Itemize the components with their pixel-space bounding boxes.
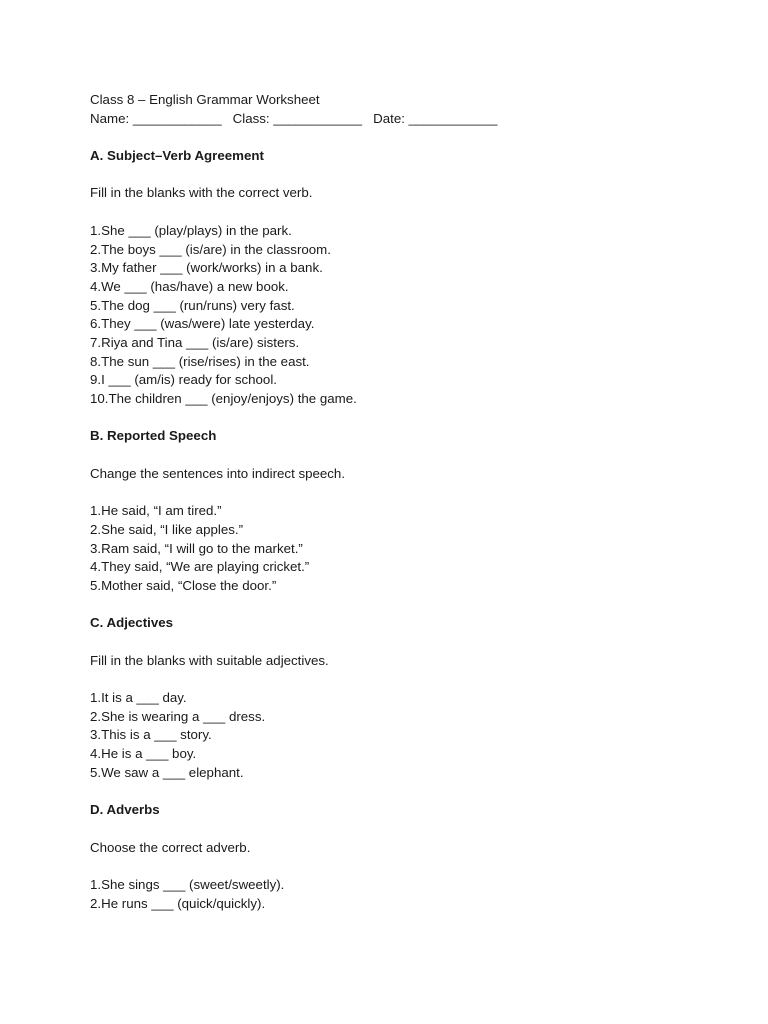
- question-list: [90, 502, 730, 595]
- question-item: 1.She sings ___ (sweet/sweetly).: [90, 876, 285, 892]
- section-adjectives: [90, 614, 730, 801]
- question-list: [90, 222, 730, 409]
- section-instruction: Change the sentences into indirect speech.: [90, 465, 346, 481]
- question-item: 10.The children ___ (enjoy/enjoys) the game.: [90, 391, 357, 406]
- question-item: 9.I ___ (am/is) ready for school.: [90, 372, 277, 388]
- section-subject-verb-agreement: [90, 147, 730, 427]
- question-item: 8.The sun ___ (rise/rises) in the east.: [90, 353, 310, 369]
- question-item: 2.She is wearing a ___ dress.: [90, 708, 266, 724]
- question-item: 2.He runs ___ (quick/quickly).: [90, 895, 266, 911]
- question-item: 5.We saw a ___ elephant.: [90, 764, 244, 780]
- question-item: 4.He is a ___ boy.: [90, 746, 197, 762]
- section-heading: A. Subject–Verb Agreement: [90, 148, 264, 164]
- question-item: 1.She ___ (play/plays) in the park.: [90, 222, 292, 238]
- section-reported-speech: [90, 427, 730, 614]
- section-adverbs: [90, 801, 730, 913]
- question-item: 3.Ram said, “I will go to the market.”: [90, 540, 303, 556]
- question-item: 3.This is a ___ story.: [90, 727, 212, 743]
- question-item: 6.They ___ (was/were) late yesterday.: [90, 316, 315, 332]
- section-heading: C. Adjectives: [90, 615, 174, 631]
- question-item: 2.She said, “I like apples.”: [90, 521, 243, 537]
- question-item: 4.They said, “We are playing cricket.”: [90, 559, 310, 575]
- section-heading: D. Adverbs: [90, 802, 160, 818]
- question-item: 7.Riya and Tina ___ (is/are) sisters.: [90, 334, 300, 350]
- section-instruction: Fill in the blanks with suitable adjectives.: [90, 652, 329, 668]
- student-info-line: Name: ____________ Class: ____________ Date: ____________: [90, 110, 498, 126]
- question-list: [90, 876, 730, 913]
- question-list: [90, 689, 730, 782]
- question-item: 1.He said, “I am tired.”: [90, 503, 222, 519]
- section-instruction: Fill in the blanks with the correct verb.: [90, 185, 313, 201]
- question-item: 1.It is a ___ day.: [90, 690, 187, 705]
- question-item: 5.The dog ___ (run/runs) very fast.: [90, 297, 295, 313]
- section-heading: B. Reported Speech: [90, 428, 217, 444]
- spacer: [90, 128, 730, 147]
- question-item: 3.My father ___ (work/works) in a bank.: [90, 260, 323, 276]
- question-item: 4.We ___ (has/have) a new book.: [90, 278, 289, 294]
- worksheet-page: [90, 91, 730, 913]
- question-item: 5.Mother said, “Close the door.”: [90, 577, 277, 593]
- section-instruction: Choose the correct adverb.: [90, 839, 251, 855]
- worksheet-title: Class 8 – English Grammar Worksheet: [90, 92, 320, 107]
- question-item: 2.The boys ___ (is/are) in the classroom.: [90, 241, 331, 257]
